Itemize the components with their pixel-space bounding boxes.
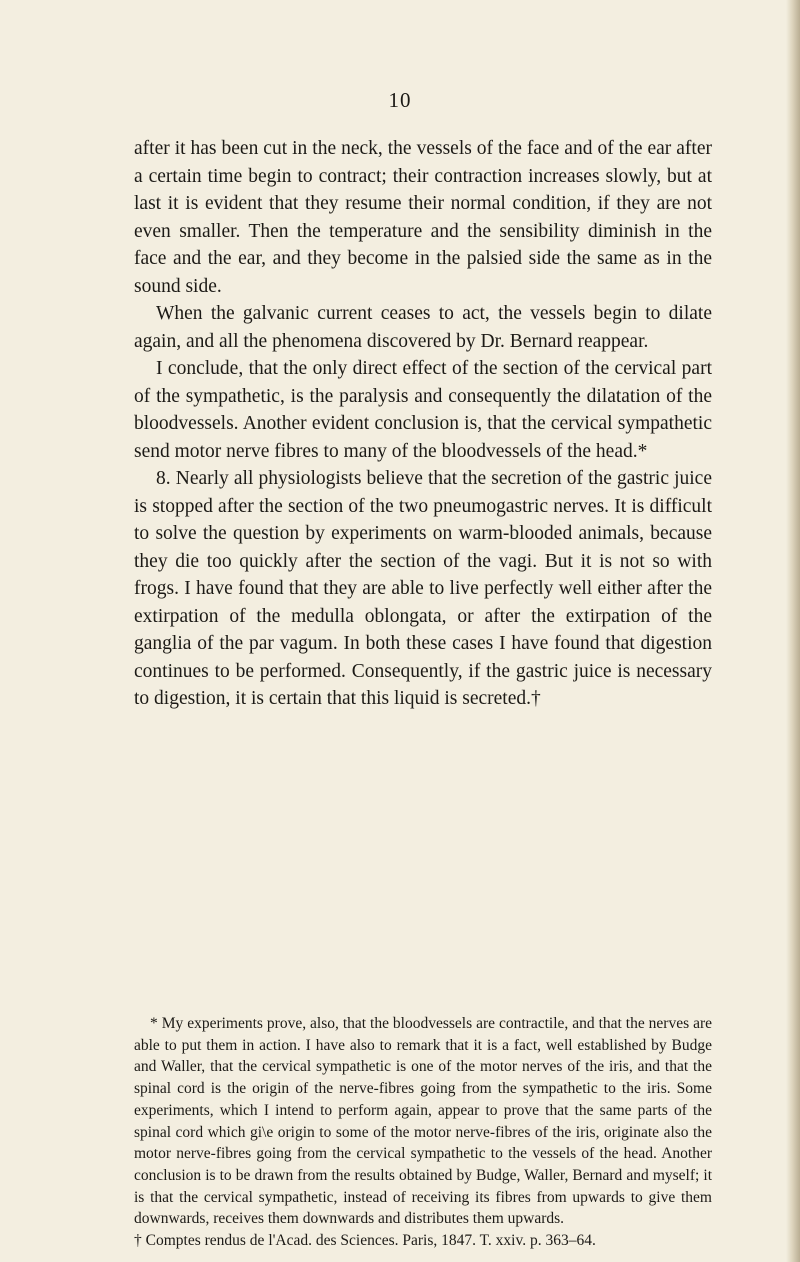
paragraph-galvanic-current: When the galvanic current ceases to act, the vessels begin to dilate again, and all the phenomena discovered by Dr. Bernard reappear.	[134, 303, 712, 352]
paragraph-section-8: 8. Nearly all physiologists believe that the secretion of the gastric juice is stopped after the section of the two pneumogastric nerves. It is difficult to solve the question by experiments on warm-blooded animals, because they die too quickly after the section of the vagi. But it is not so with frogs. I have found that they are able to live perfectly well either after the extirpation of the medulla oblongata, or after the extirpation of the ganglia of the par vagum. In both these cases I have found that digestion continues to be performed. Consequently, if the gastric juice is necessary to digestion, it is certain that this liquid is secreted.†	[134, 468, 712, 709]
footnote-asterisk: * My experiments prove, also, that the bloodvessels are contractile, and that the nerves are able to put them in action. I have also to remark that it is a fact, well established by Budge and Waller, that the cervical sympathetic is one of the motor nerves of the iris, and that the spinal cord is the origin of the nerve-fibres going from the sympathetic to the iris. Some experiments, which I intend to perform again, appear to prove that the same parts of the spinal cord which gi\e origin to some of the motor nerve-fibres of the iris, originate also the motor nerve-fibres going from the cervical sympathetic to the vessels of the head. Another conclusion is to be drawn from the results obtained by Budge, Waller, Bernard and myself; it is that the cervical sympathetic, instead of receiving its fibres from upwards to give them downwards, receives them downwards and distributes them upwards.	[134, 1015, 712, 1228]
paragraph-continuation: after it has been cut in the neck, the vessels of the face and of the ear after a certain time begin to contract; their contraction increases slowly, but at last it is evident that they resume their normal condition, if they are not even smaller. Then the temperature and the sensibility diminish in the face and the ear, and they become in the palsied side the same as in the sound side.	[134, 138, 712, 297]
page-number: 10	[388, 88, 412, 112]
main-text	[134, 135, 712, 713]
page-edge-shadow	[786, 0, 800, 1262]
paragraph-conclusion: I conclude, that the only direct effect of the section of the cervical part of the sympathetic, is the paralysis and consequently the dilatation of the bloodvessels. Another evident conclusion is, that the cervical sympathetic send motor nerve fibres to many of the bloodvessels of the head.*	[134, 358, 712, 462]
footnotes	[134, 1013, 712, 1252]
footnote-dagger: † Comptes rendus de l'Acad. des Sciences. Paris, 1847. T. xxiv. p. 363–64.	[134, 1232, 596, 1250]
